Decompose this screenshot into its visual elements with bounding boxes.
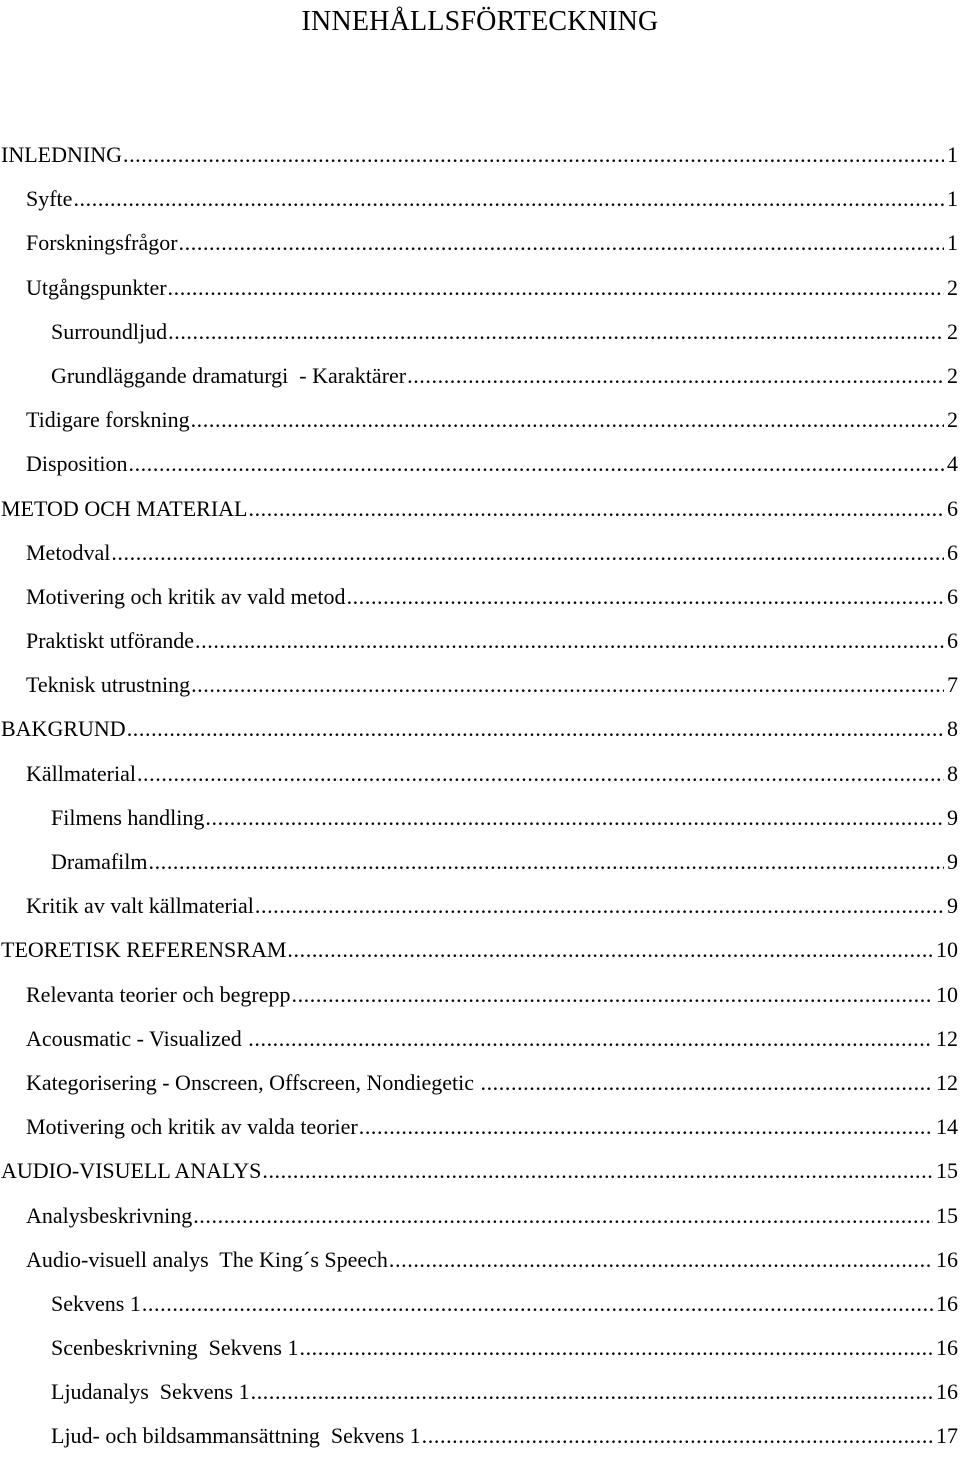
toc-dot-leader (168, 268, 944, 308)
toc-dot-leader (73, 179, 944, 219)
toc-entry-title: Disposition (26, 451, 128, 477)
toc-entry[interactable] (0, 135, 960, 179)
table-of-contents (0, 135, 960, 1461)
toc-entry-page-number: 15 (936, 1158, 958, 1184)
toc-entry-title: Teknisk utrustning (26, 672, 191, 698)
toc-entry[interactable] (0, 709, 960, 753)
toc-entry-page-number: 6 (947, 539, 958, 565)
toc-entry[interactable] (0, 489, 960, 533)
toc-entry-title: Syfte (26, 186, 73, 212)
toc-entry-title: Motivering och kritik av vald metod (26, 583, 346, 609)
toc-dot-leader (251, 1372, 933, 1412)
toc-dot-leader (195, 621, 944, 661)
toc-entry-page-number: 7 (947, 672, 958, 698)
toc-entry-page-number: 9 (947, 804, 958, 830)
toc-entry[interactable] (0, 930, 960, 974)
toc-entry-title: Relevanta teorier och begrepp (26, 981, 291, 1007)
toc-entry[interactable] (0, 1196, 960, 1240)
toc-entry-title: Metodval (26, 539, 111, 565)
toc-entry-page-number: 1 (947, 230, 958, 256)
toc-dot-leader (142, 1284, 933, 1324)
toc-entry-title: Scenbeskrivning Sekvens 1 (51, 1335, 299, 1361)
toc-entry-page-number: 8 (947, 760, 958, 786)
toc-entry-page-number: 2 (947, 274, 958, 300)
toc-dot-leader (111, 533, 944, 573)
toc-entry-page-number: 14 (936, 1114, 958, 1140)
toc-entry-title: Kritik av valt källmaterial (26, 893, 254, 919)
toc-entry-title: INLEDNING (1, 142, 122, 167)
toc-dot-leader (299, 1328, 933, 1368)
toc-dot-leader (123, 135, 944, 175)
toc-dot-leader (205, 798, 944, 838)
toc-entry-title: Surroundljud (51, 318, 168, 344)
toc-title: INNEHÅLLSFÖRTECKNING (301, 6, 659, 37)
toc-entry-title: AUDIO-VISUELL ANALYS (1, 1158, 262, 1184)
toc-entry[interactable] (0, 798, 960, 842)
toc-entry[interactable] (0, 1019, 960, 1063)
toc-entry-page-number: 2 (947, 407, 958, 433)
toc-dot-leader (291, 975, 933, 1015)
toc-entry[interactable] (0, 975, 960, 1019)
toc-entry[interactable] (0, 1240, 960, 1284)
toc-dot-leader (193, 1196, 933, 1236)
toc-entry[interactable] (0, 754, 960, 798)
toc-dot-leader (389, 1240, 933, 1280)
toc-dot-leader (359, 1107, 933, 1147)
toc-entry[interactable] (0, 444, 960, 488)
toc-entry-page-number: 6 (947, 628, 958, 654)
toc-dot-leader (168, 312, 944, 352)
toc-entry[interactable] (0, 1107, 960, 1151)
toc-entry-page-number: 6 (947, 495, 958, 521)
toc-dot-leader (191, 665, 944, 705)
toc-entry-title: Praktiskt utförande (26, 628, 195, 654)
toc-entry-title: METOD OCH MATERIAL (1, 495, 248, 521)
toc-dot-leader (128, 444, 944, 484)
toc-entry-title: Audio-visuell analys The King´s Speech (26, 1246, 388, 1272)
toc-entry[interactable] (0, 1284, 960, 1328)
toc-entry-page-number: 16 (936, 1246, 958, 1272)
toc-entry[interactable] (0, 621, 960, 665)
toc-entry-page-number: 16 (936, 1379, 958, 1405)
toc-entry-title: Sekvens 1 (51, 1290, 141, 1316)
toc-entry-page-number: 10 (936, 937, 958, 963)
toc-entry-title: Källmaterial (26, 760, 136, 786)
toc-entry[interactable] (0, 1328, 960, 1372)
toc-dot-leader (347, 577, 944, 617)
toc-dot-leader (255, 886, 944, 926)
toc-entry[interactable] (0, 1372, 960, 1416)
toc-entry-page-number: 8 (947, 716, 958, 742)
toc-entry-page-number: 12 (936, 1025, 958, 1051)
toc-entry-title: Tidigare forskning (26, 407, 190, 433)
toc-entry-title: Kategorisering - Onscreen, Offscreen, Nondiegetic (26, 1069, 480, 1095)
toc-entry[interactable] (0, 1151, 960, 1195)
toc-entry-page-number: 16 (936, 1335, 958, 1361)
toc-entry-title: Acousmatic - Visualized (26, 1025, 248, 1051)
toc-entry[interactable] (0, 268, 960, 312)
toc-entry-title: Grundläggande dramaturgi - Karaktärer (51, 362, 407, 388)
toc-dot-leader (262, 1151, 933, 1191)
toc-entry-title: BAKGRUND (1, 716, 126, 742)
toc-dot-leader (191, 400, 944, 440)
toc-entry[interactable] (0, 356, 960, 400)
toc-dot-leader (422, 1416, 933, 1456)
toc-entry-title: Motivering och kritik av valda teorier (26, 1114, 358, 1140)
toc-entry-page-number: 1 (947, 186, 958, 212)
toc-entry-page-number: 4 (947, 451, 958, 477)
toc-dot-leader (480, 1063, 933, 1103)
toc-entry-page-number: 2 (947, 362, 958, 388)
toc-entry-title: Analysbeskrivning (26, 1202, 193, 1228)
toc-entry-title: Ljud- och bildsammansättning Sekvens 1 (51, 1423, 421, 1449)
toc-entry-title: TEORETISK REFERENSRAM (1, 937, 287, 963)
toc-dot-leader (407, 356, 944, 396)
toc-entry-page-number: 17 (936, 1423, 958, 1449)
toc-dot-leader (248, 1019, 933, 1059)
toc-entry-page-number: 15 (936, 1202, 958, 1228)
toc-entry[interactable] (0, 312, 960, 356)
toc-entry[interactable] (0, 886, 960, 930)
toc-entry-page-number: 16 (936, 1290, 958, 1316)
toc-entry-page-number: 12 (936, 1069, 958, 1095)
toc-dot-leader (137, 754, 944, 794)
toc-entry-title: Dramafilm (51, 849, 148, 874)
toc-entry-page-number: 9 (947, 849, 958, 874)
toc-dot-leader (287, 930, 933, 970)
toc-entry[interactable] (0, 665, 960, 709)
toc-entry[interactable] (0, 533, 960, 577)
toc-entry[interactable] (0, 179, 960, 223)
toc-entry[interactable] (0, 842, 960, 886)
toc-entry-page-number: 2 (947, 318, 958, 344)
toc-entry-title: Filmens handling (51, 804, 205, 830)
toc-entry-title: Ljudanalys Sekvens 1 (51, 1379, 250, 1405)
toc-dot-leader (179, 223, 944, 263)
toc-entry-page-number: 1 (947, 142, 958, 167)
toc-entry-title: Utgångspunkter (26, 274, 167, 300)
toc-entry-title: Forskningsfrågor (26, 230, 178, 256)
toc-entry[interactable] (0, 1063, 960, 1107)
toc-entry-page-number: 10 (936, 981, 958, 1007)
toc-dot-leader (248, 489, 944, 529)
toc-dot-leader (127, 709, 944, 749)
toc-entry[interactable] (0, 400, 960, 444)
toc-entry[interactable] (0, 577, 960, 621)
toc-entry[interactable] (0, 1416, 960, 1460)
toc-dot-leader (149, 842, 944, 882)
toc-entry-page-number: 6 (947, 583, 958, 609)
toc-entry-page-number: 9 (947, 893, 958, 919)
toc-entry[interactable] (0, 223, 960, 267)
